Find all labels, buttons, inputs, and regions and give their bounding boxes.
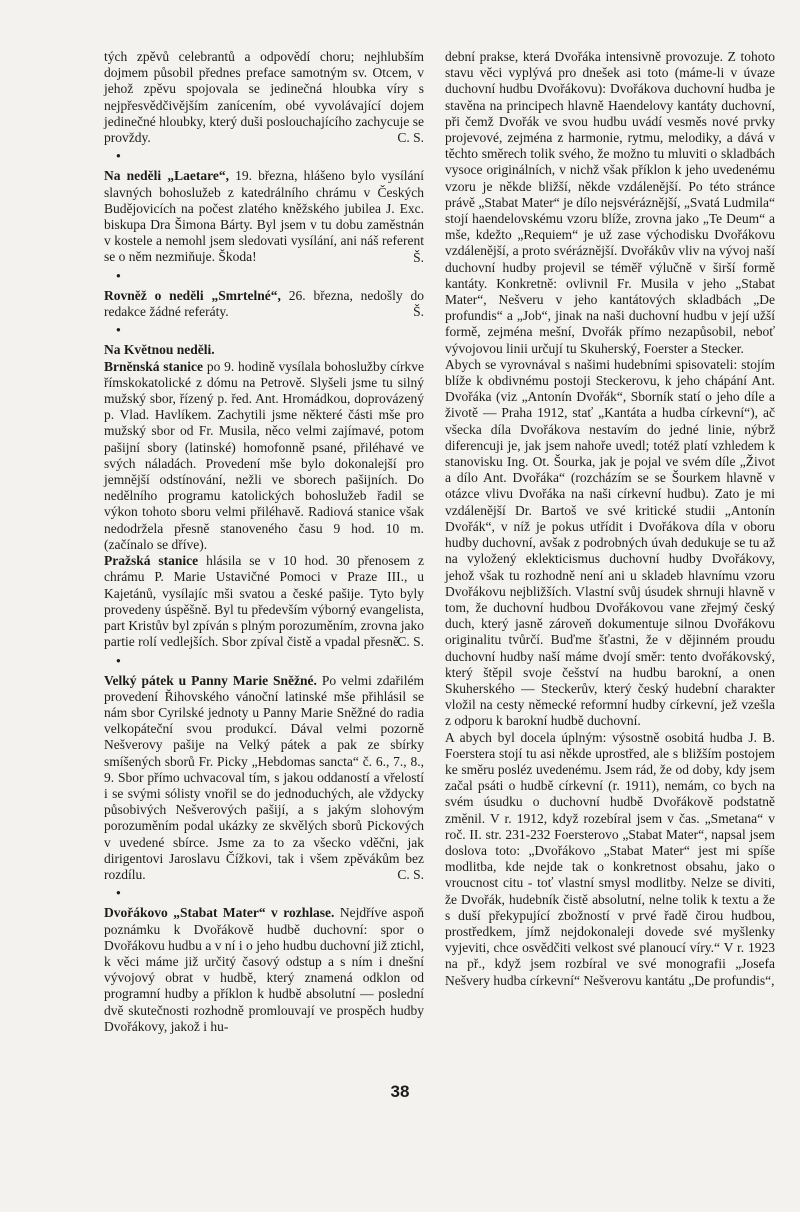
paragraph-brno [104, 359, 424, 553]
paragraph-velky-patek [104, 673, 424, 884]
bullet-divider: ● [116, 270, 121, 280]
signature: Š. [413, 249, 424, 265]
paragraph-lead: Brněnská stanice [104, 358, 204, 374]
paragraph-text: 26. března, nedošly do redakce žádné referáty. [104, 287, 425, 320]
paragraph-text: tých zpěvů celebrantů a odpovědí choru; nejhlubším dojmem působil přednes preface samotným sv. Otcem, v jehož zpěvu spojovala se jedinečná hloubka víry s nejpřesvědčivějším zanícením, obé vyvolávající dojem jedinečné hloubky, který duši poslouchajícího zachycuje se provždy. [104, 49, 424, 146]
paragraph-text: Po velmi zdařilém provedení Řihovského vánoční latinské mše přihlásil se nám sbor Cyrilské jednoty u Panny Marie Sněžné do radia velkopáteční svou produkcí. Dával velmi pozorně Nešverovy pašije na Velký pátek a pak ze sbírky smíšených sborů Fr. Picky „Hebdomas sancta“ č. 6., 7., 8., 9. Sbor přímo uchvacoval tím, s jakou oddaností a vřelostí i se svými sólisty vnořil se do jednoduchých, ale vždycky působivých Nešverových pašijí, a s jakým slohovým porozuměním podal ukázky ze skvělých sborů Pickových v uvedené sbírce. Jsme za to za všecko vděčni, jak dirigentovi Jaroslavu Čížkovi, tak i všem zpěvákům bez rozdílu. [104, 672, 424, 882]
paragraph-lead: Velký pátek u Panny Marie Sněžné. [104, 672, 317, 688]
paragraph-lead: Rovněž o neděli „Smrtelné“, [104, 287, 281, 303]
paragraph-text: po 9. hodině vysílala bohoslužby církve římskokatolické z dómu na Petrově. Slyšeli jsme tu silný mužský sbor, řízený p. řed. Ant. Hromádkou, doprovázený p. Vlad. Havlíkem. Zachytili jsme některé části mše pro mužský sbor od Fr. Musila, něco velmi zajímavé, potom pašijní sbory (latinské) homofonně psané, přiléhavé ve svých náladách. Provedení mše bylo dokonalejší pro jemnější odstínování, nežli ve sborech pašijních. Do nedělního programu katolických bohoslužeb řadil se výkon tohoto sboru velmi přiléhavě. Radiová stanice však nedodržela přesně stanoveného času 9 hod. 10 m. (začínalo se dříve). [104, 358, 424, 552]
signature: C. S. [397, 867, 424, 883]
page-number: 38 [390, 1082, 410, 1101]
paragraph-praha [104, 553, 424, 650]
paragraph-text: hlásila se v 10 hod. 30 přenosem z chrámu P. Marie Ustavičné Pomoci v Praze III., u Kajetánů, vysílajíc mši svatou a české pašije. Tyto byly provedeny úspěšně. Byl tu především výborný evangelista, part Kristův byl zpíván s plným porozuměním, zrovna jako partie rolí vedlejších. Sbor zpíval čistě a vpadal přesně. [104, 553, 424, 650]
paragraph-text: 19. března, hlášeno bylo vysílání slavných bohoslužeb z katedrálního chrámu v Českých Budějovicích na počest zlatého kněžského jubilea J. Exc. biskupa Dra Šimona Bárty. Byl jsem v tu dobu zaměstnán v kostele a nemohl jsem sledovati vysílání, ani náš referent se o něm nezmiňuje. Škoda! [104, 168, 425, 265]
right-column [445, 49, 775, 989]
bullet-divider: ● [116, 655, 121, 665]
paragraph-foerster: A abych byl docela úplným: výsostně osobitá hudba J. B. Foerstera stojí tu asi někde uprostřed, ale s bližším postojem ke směru posléz uvedenému. Jsem rád, že od doby, kdy jsem začal psáti o hudbě církevní (r. 1911), nemám, co bych na svém úsudku o duchovní hudbě Dvořákově podstatně změnil. V r. 1912, když rozebíral jsem v čas. „Smetana“ v roč. II. str. 231-232 Foersterovo „Stabat Mater“, napsal jsem doslova toto: „Dvořákovo „Stabat Mater“ jest mi spíše modlitba, kde nejde tak o konkretnost obsahu, jako o vroucnost citu - toť vlastní smysl modlitby. Nelze se diviti, že Dvořák, hudebník čistě absolutní, nelne tolik k textu a že s duší překypující zbožností v prvé řadě čirou hudbou, prostředkem, jímž nejdokonaleji dovede své myšlenky vyjeviti, chce osvědčiti velkost své planoucí víry.“ V r. 1923 na př., když jsem rozbíral ve své monografii „Josefa Nešvery hudba církevní“ Nešverovu kantátu „De profundis“, [445, 729, 775, 988]
signature: Š. [413, 304, 424, 320]
paragraph-text: Nejdříve aspoň poznámku k Dvořákově hudbě duchovní: spor o Dvořákovu hudbu a v ní i o jeho hudbu duchovní již ztichl, k věci máme již určitý časový odstup a s ním i dnešní vývojový obrat v hudbě, který znamená odklon od programní hudby a příklon k hudbě absolutní — poslední dvě skutečnosti rozhodně promlouvají ve prospěch hudby Dvořákovy, jakož i hu- [104, 905, 424, 1034]
paragraph-lead: Dvořákovo „Stabat Mater“ v rozhlase. [104, 905, 335, 921]
signature: C. S. [397, 130, 424, 146]
left-column [104, 49, 424, 1035]
paragraph-continuation: dební prakse, která Dvořáka intensivně provozuje. Z tohoto stavu věci vyplývá pro dnešek asi toto (máme-li v úvaze duchovní hudbu Dvořákovu): Dvořákova duchovní hudba je stavěna na principech hlavně Haendelovy kantáty duchovní, při čemž Dvořák ve svou hudbu uvádí vesměs nové prvky projevové, zejména z harmonie, rytmu, melodiky, a dává v těchto směrech tolik svého, že možno tu mluviti o skladbách vysoce originálních, v nichž však příklon k jeho uvedenému vzoru je někde bližší, někde vzdálenější. Po této stránce právě „Stabat Mater“ je dílo nejsvéráznější, „Svatá Ludmila“ stojí haendelovskému vzoru blíže, zrovna jako „Te Deum“ a mše, kdežto „Requiem“ je už zase východisku Dvořákovu vzdálenější, a proto svéráznější. Dvořákův vliv na vývoj naší duchovní hudby projevil se téměř výlučně v širší formě kantáty. Konkretně: ovlivnil Fr. Musila v jeho „Stabat Mater“, Nešveru v jeho kantátových skladbách „De profundis“ a „Job“, jinak na naši duchovní hudbu v její užší formě, zejména mešní, Dvořák přímo nezapůsobil, neboť vývojovou linii určují tu Skuherský, Foerster a Stecker. [445, 49, 775, 356]
paragraph-lead: Pražská stanice [104, 553, 199, 569]
paragraph-lead: Na neděli „Laetare“, [104, 168, 229, 184]
paragraph-spisovatele: Abych se vyrovnával s našimi hudebními spisovateli: stojím blíže k obdivnému postoji Steckerovu, k jeho chápání Ant. Dvořáka (viz „Antonín Dvořák“, Sborník statí o jeho díle a životě — Praha 1912, stať „Kantáta a hudba církevní“), ač všecka díla Dvořákova nestavím do jedné linie, nýbrž diferencuji je, jak jsem nahoře uvedl; totéž platí vzhledem k stanovisku Ing. Ot. Šourka, jak je pojal ve svém díle „Život a dílo Ant. Dvořáka“ (rozcházím se se Šourkem hlavně v otázce vlivu Dvořáka na naši církevní hudbu). Zato je mi vzdálenější Dr. Bartoš ve své kritické studii „Antonín Dvořák“, v níž je pokus utřídit i Dvořákova díla v oboru hudby duchovní, avšak z podrobných úvah dedukuje se tu až na vyložený eklekticismus duchovní hudby Dvořákovy, jehož však tu rozhodně není ani u skladeb hlavnímu vzoru Dvořákovu nejbližších. Vlastní svůj úsudek shrnuji hlavně v tom, že duchovní hudbou Dvořákovou vane zřejmý český duch, který jasně zároveň dokumentuje silnou Dvořákovu originalitu tvůrčí. Buďme šťastni, že v dějinném proudu duchovní hudby naší máme dvojí směr: tento dvořákovský, který štěpil svoje češství na hudbu barokní, a onen Skuherského — Steckerův, který český hudební charakter vložil na cesty německé reformní hudby církevní, jež vzešla z odporu k barokní hudbě duchovní. [445, 356, 775, 729]
paragraph-stabat-mater [104, 905, 424, 1035]
bullet-divider: ● [116, 325, 121, 335]
signature: C. S. [397, 634, 424, 650]
bullet-divider: ● [116, 151, 121, 161]
bullet-divider: ● [116, 888, 121, 898]
section-heading: Na Květnou neděli. [104, 342, 215, 358]
